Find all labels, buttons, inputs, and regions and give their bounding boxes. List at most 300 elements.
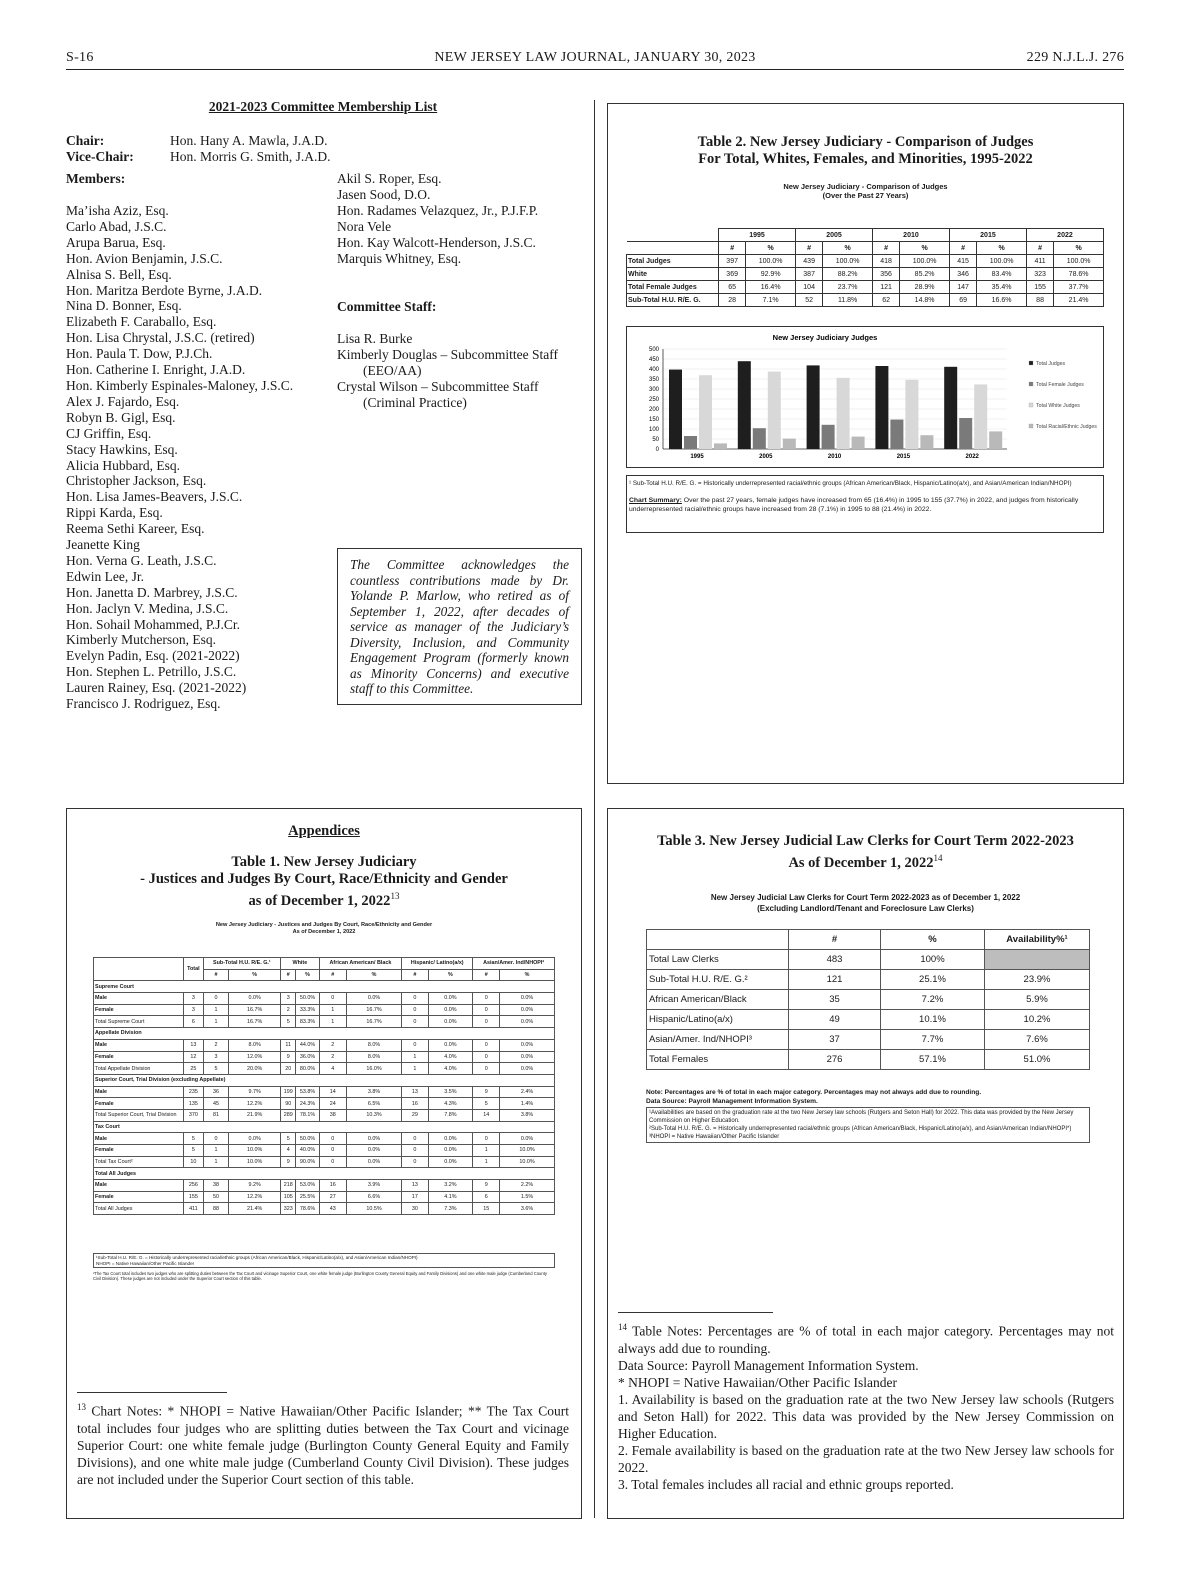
- table-cell: 16.6%: [977, 294, 1027, 307]
- table-cell: 0.0%: [346, 1145, 401, 1157]
- journal-name: NEW JERSEY LAW JOURNAL, JANUARY 30, 2023: [434, 50, 756, 65]
- table-cell: 30: [402, 1203, 428, 1215]
- table-cell: 10.0%: [500, 1156, 555, 1168]
- table-row: [94, 1016, 555, 1028]
- table-cell: 0: [402, 1145, 428, 1157]
- table-cell: 43: [319, 1203, 346, 1215]
- table1-title-line2: - Justices and Judges By Court, Race/Ethnicity and Gender: [140, 871, 508, 887]
- row-label: Male: [94, 993, 184, 1005]
- member-name: Stacy Hawkins, Esq.: [66, 441, 178, 457]
- table3-box-note: ¹Availabilities are based on the graduation rate at the two New Jersey law schools (Rutgers and Seton Hall) for 2022. This data was provided by the New Jersey Commission on Higher Education.: [649, 1110, 1074, 1124]
- table-cell: 0.0%: [428, 1145, 473, 1157]
- year-header: 2022: [1026, 229, 1103, 242]
- table-cell: 16.7%: [229, 1004, 281, 1016]
- vicechair-label: Vice-Chair:: [66, 149, 134, 164]
- column-header: #: [795, 242, 822, 255]
- table-row: [627, 294, 1104, 307]
- table-cell: 0.0%: [500, 1063, 555, 1075]
- table-row: [647, 1010, 1090, 1030]
- table-row: [647, 1030, 1090, 1050]
- table-cell: 199: [281, 1086, 296, 1098]
- member-name: Hon. Lisa Chrystal, J.S.C. (retired): [66, 330, 255, 346]
- column-header: Asian/Amer. Ind/NHOPI²: [473, 958, 555, 970]
- footnote-14: [618, 1319, 1114, 1493]
- column-header: Sub-Total H.U. R/E. G.¹: [203, 958, 280, 970]
- table-cell: 256: [184, 1180, 204, 1192]
- table2: [626, 228, 1104, 307]
- bar-total-female-judges: [753, 428, 766, 449]
- y-tick-label: 400: [648, 367, 659, 373]
- table-cell: 3.8%: [500, 1109, 555, 1121]
- bar-total-white-judges: [905, 380, 918, 449]
- table2-subtitle: New Jersey Judiciary - Comparison of Judges: [783, 182, 948, 191]
- judges-bar-chart: [627, 327, 1103, 467]
- table-row: [94, 1086, 555, 1098]
- footnote-line: Data Source: Payroll Management Information System.: [618, 1357, 919, 1373]
- member-name: Hon. Lisa James-Beavers, J.S.C.: [66, 489, 243, 505]
- table-cell: 78.6%: [296, 1203, 319, 1215]
- table-cell: 44.0%: [296, 1039, 319, 1051]
- table-cell: 3.6%: [500, 1203, 555, 1215]
- member-name: Nora Vele: [337, 218, 392, 234]
- table-row: [94, 1039, 555, 1051]
- page-number: S-16: [66, 50, 94, 65]
- chart-summary: [627, 488, 1103, 514]
- table1-subtitle2: As of December 1, 2022: [292, 928, 356, 935]
- table-cell: 25.5%: [296, 1191, 319, 1203]
- table-cell: 415: [949, 255, 976, 268]
- table-cell: 88.2%: [823, 268, 873, 281]
- table-cell: 4.0%: [428, 1063, 473, 1075]
- table-cell: 16.7%: [346, 1016, 401, 1028]
- table-row: [94, 1156, 555, 1168]
- table-cell: 1: [203, 1016, 228, 1028]
- table-cell: 387: [795, 268, 822, 281]
- chair-name: Hon. Hany A. Mawla, J.A.D.: [170, 133, 328, 148]
- column-header: #: [473, 969, 500, 981]
- row-label: African American/Black: [647, 990, 789, 1010]
- table-cell: 21.4%: [229, 1203, 281, 1215]
- table-cell: 3.5%: [428, 1086, 473, 1098]
- legend-label: Total White Judges: [1036, 403, 1080, 409]
- table-row: [94, 1203, 555, 1215]
- member-name: Jeanette King: [66, 537, 140, 553]
- table-cell: 0: [402, 1004, 428, 1016]
- table-cell: 13: [402, 1086, 428, 1098]
- table-cell: 21.4%: [1054, 294, 1104, 307]
- row-label: White: [627, 268, 719, 281]
- table-cell: 218: [281, 1180, 296, 1192]
- table-cell: 83.4%: [977, 268, 1027, 281]
- table-cell: 2: [281, 1004, 296, 1016]
- table-cell: 0: [473, 1063, 500, 1075]
- table-cell: 3: [184, 993, 204, 1005]
- row-label: Sub-Total H.U. R/E. G.: [627, 294, 719, 307]
- member-name: Alnisa S. Bell, Esq.: [66, 266, 172, 282]
- column-header: #: [872, 242, 899, 255]
- table-cell: 92.9%: [746, 268, 796, 281]
- member-name: Hon. Sohail Mohammed, P.J.Cr.: [66, 616, 241, 632]
- table-cell: 100.0%: [1054, 255, 1104, 268]
- table2-footnote: ¹ Sub-Total H.U. R/E. G. = Historically underrepresented racial/ethnic groups (African American/Black, Hispanic/Latino(a/x), and Asian/American Indian/NHOPI): [629, 480, 1072, 487]
- chart-summary-label: Chart Summary:: [629, 497, 682, 504]
- table-cell: 49: [789, 1010, 881, 1030]
- table2-title-line2: For Total, Whites, Females, and Minorities, 1995-2022: [698, 151, 1033, 167]
- table-cell: 0: [473, 1016, 500, 1028]
- section-row: [94, 1028, 555, 1040]
- table-cell: 4.0%: [428, 1051, 473, 1063]
- table-cell: 0: [473, 993, 500, 1005]
- table-cell: 37.7%: [1054, 281, 1104, 294]
- table-cell: 3: [184, 1004, 204, 1016]
- column-header: Total: [184, 958, 204, 981]
- table-cell: 16: [402, 1098, 428, 1110]
- table-cell: 2.4%: [500, 1086, 555, 1098]
- row-label: Female: [94, 1191, 184, 1203]
- column-header: Availability%¹: [985, 930, 1090, 950]
- table-cell: 3.8%: [346, 1086, 401, 1098]
- table1-header-row: [94, 958, 555, 970]
- appendices-heading: Appendices: [288, 823, 360, 839]
- table-cell: 356: [872, 268, 899, 281]
- bar-total-racial-ethnic-judges: [920, 435, 933, 449]
- table-cell: 411: [1026, 255, 1053, 268]
- section-label: Tax Court: [94, 1121, 555, 1133]
- table-cell: 7.1%: [746, 294, 796, 307]
- table-cell: 7.7%: [881, 1030, 985, 1050]
- table3-box-note: ³NHOPI = Native Hawaiian/Other Pacific Islander: [649, 1134, 780, 1140]
- table1-note: NHOPI = Native Hawaiian/Other Pacific Islander: [96, 1260, 195, 1266]
- table-cell: 0: [402, 1039, 428, 1051]
- staff-item: Crystal Wilson – Subcommittee Staff: [337, 379, 539, 394]
- footnote-number: 13: [77, 1402, 86, 1412]
- legend-label: Total Judges: [1036, 361, 1066, 367]
- chart-summary-text: Over the past 27 years, female judges have increased from 65 (16.4%) in 1995 to 155 (37.7%) in 2022, and judges from historically underrepresented racial/ethnic groups have increased from 28 (7.1%) in 1995 to 88 (21.4%) in 2022.: [629, 497, 1079, 513]
- table-cell: 3: [281, 993, 296, 1005]
- row-label: Total All Judges: [94, 1203, 184, 1215]
- table-cell: 24.3%: [296, 1098, 319, 1110]
- table-cell: 8.0%: [346, 1051, 401, 1063]
- table-cell: 35.4%: [977, 281, 1027, 294]
- column-header: %: [500, 969, 555, 981]
- table-cell: 0: [473, 1004, 500, 1016]
- column-header: #: [789, 930, 881, 950]
- table1-subtitle: New Jersey Judiciary - Justices and Judges By Court, Race/Ethnicity and Gender: [215, 921, 433, 928]
- member-name: Robyn B. Gigl, Esq.: [66, 409, 176, 425]
- table-cell: 439: [795, 255, 822, 268]
- table-cell: 0.0%: [229, 1133, 281, 1145]
- footnote-text: Table Notes: Percentages are % of total in each major category. Percentages may not always add due to rounding.: [618, 1323, 1114, 1356]
- bar-total-white-judges: [974, 384, 987, 449]
- year-header: 2005: [795, 229, 872, 242]
- table-cell: 5: [281, 1133, 296, 1145]
- section-row: [94, 1121, 555, 1133]
- table-cell: [627, 242, 719, 255]
- table-cell: 90: [281, 1098, 296, 1110]
- member-name: Lauren Rainey, Esq. (2021-2022): [66, 680, 247, 696]
- table3: [646, 929, 1090, 1070]
- table1-title-date: as of December 1, 2022: [248, 892, 391, 909]
- table3-title-date: As of December 1, 2022: [788, 854, 934, 871]
- table-cell: 45: [203, 1098, 228, 1110]
- table-cell: 11: [281, 1039, 296, 1051]
- row-label: Female: [94, 1145, 184, 1157]
- footnote-rule: [77, 1392, 227, 1393]
- member-name: Alicia Hubbard, Esq.: [66, 457, 180, 473]
- column-header: #: [281, 969, 296, 981]
- bar-total-judges: [807, 365, 820, 449]
- table-cell: 0: [473, 1133, 500, 1145]
- chart-title: New Jersey Judiciary Judges: [772, 333, 878, 342]
- table-row: [94, 993, 555, 1005]
- table-cell: 24: [319, 1098, 346, 1110]
- bar-total-female-judges: [684, 436, 697, 449]
- column-header: %: [746, 242, 796, 255]
- member-name: Elizabeth F. Caraballo, Esq.: [66, 314, 217, 330]
- column-header: %: [977, 242, 1027, 255]
- row-label: Male: [94, 1133, 184, 1145]
- staff-item: Lisa R. Burke: [337, 331, 413, 346]
- table-cell: 5: [184, 1133, 204, 1145]
- table-cell: 1: [319, 1004, 346, 1016]
- table-cell: 35: [789, 990, 881, 1010]
- table-cell: 78.1%: [296, 1109, 319, 1121]
- legend-swatch: [1029, 382, 1033, 386]
- table-cell: 4.1%: [428, 1191, 473, 1203]
- table-cell: 3: [203, 1051, 228, 1063]
- table-cell: 15: [473, 1203, 500, 1215]
- member-name: Jasen Sood, D.O.: [337, 186, 431, 202]
- table-cell: 147: [949, 281, 976, 294]
- member-name: Francisco J. Rodriguez, Esq.: [66, 696, 221, 712]
- column-header: #: [719, 242, 746, 255]
- member-name: Marquis Whitney, Esq.: [337, 250, 462, 266]
- table-cell: 5: [473, 1098, 500, 1110]
- bar-total-racial-ethnic-judges: [783, 439, 796, 449]
- column-header: %: [900, 242, 950, 255]
- table-cell: 121: [872, 281, 899, 294]
- member-name: Hon. Maritza Berdote Byrne, J.A.D.: [66, 282, 263, 298]
- chart-frame: [626, 326, 1104, 468]
- table-cell: 4: [281, 1145, 296, 1157]
- table-cell: 100%: [881, 950, 985, 970]
- appendices-box: [66, 808, 582, 1519]
- column-header: %: [1054, 242, 1104, 255]
- table-cell: 100.0%: [746, 255, 796, 268]
- table-cell: 0.0%: [500, 1133, 555, 1145]
- table-cell: 0.0%: [500, 1004, 555, 1016]
- table-cell: 135: [184, 1098, 204, 1110]
- member-name: Hon. Kay Walcott-Henderson, J.S.C.: [337, 234, 536, 250]
- staff-item: Kimberly Douglas – Subcommittee Staff: [337, 347, 558, 362]
- page-header: [66, 48, 1124, 70]
- acknowledgement-box: The Committee acknowledges the countless contributions made by Dr. Yolande P. Marlow, who retired as of September 1, 2022, after decades of service as manager of the Judiciary’s Diversity, Inclusion, and Community Engagement Program (formerly known as Minority Concerns) and executive staff to this Committee.: [337, 548, 582, 705]
- table3-subtitle: New Jersey Judicial Law Clerks for Court Term 2022-2023 as of December 1, 2022: [710, 892, 1021, 902]
- staff-label: Committee Staff:: [337, 299, 437, 314]
- table-cell: 16: [319, 1180, 346, 1192]
- footnote-line: [618, 1319, 1114, 1357]
- table3-header-row: [647, 930, 1090, 950]
- table-row: [94, 1145, 555, 1157]
- y-tick-label: 300: [648, 387, 659, 393]
- table-cell: 104: [795, 281, 822, 294]
- table-cell: 65: [719, 281, 746, 294]
- footnote-line: 2. Female availability is based on the graduation rate at the two New Jersey law schools for 2022.: [618, 1442, 1114, 1475]
- table-cell: 16.7%: [346, 1004, 401, 1016]
- table-cell: 9: [473, 1180, 500, 1192]
- table-cell: 0.0%: [428, 1004, 473, 1016]
- year-header: 2010: [872, 229, 949, 242]
- member-name: Christopher Jackson, Esq.: [66, 473, 207, 489]
- bar-total-white-judges: [837, 378, 850, 449]
- table-row: [94, 1063, 555, 1075]
- table-cell: 1.5%: [500, 1191, 555, 1203]
- table-cell: 8.0%: [229, 1039, 281, 1051]
- table-cell: 0: [402, 1016, 428, 1028]
- table-cell: 53.0%: [296, 1180, 319, 1192]
- member-name: Hon. Kimberly Espinales-Maloney, J.S.C.: [66, 377, 294, 393]
- table-cell: 16.4%: [746, 281, 796, 294]
- legend-swatch: [1029, 361, 1033, 365]
- column-header: African American/ Black: [319, 958, 402, 970]
- legend-swatch: [1029, 424, 1033, 428]
- table-cell: 25: [184, 1063, 204, 1075]
- table-cell: 1: [473, 1156, 500, 1168]
- table-cell: 23.7%: [823, 281, 873, 294]
- column-header: %: [428, 969, 473, 981]
- bar-total-female-judges: [822, 425, 835, 449]
- table-cell: 2: [319, 1051, 346, 1063]
- member-name: Hon. Radames Velazquez, Jr., P.J.F.P.: [337, 202, 539, 218]
- bar-total-judges: [669, 370, 682, 449]
- bar-total-white-judges: [768, 372, 781, 449]
- table-row: [94, 1191, 555, 1203]
- staff-item: (Criminal Practice): [363, 395, 467, 410]
- member-name: Hon. Janetta D. Marbrey, J.S.C.: [66, 584, 238, 600]
- row-label: Total Tax Court²: [94, 1156, 184, 1168]
- table-cell: 13: [184, 1039, 204, 1051]
- y-tick-label: 50: [652, 437, 659, 443]
- table3-subtitle2: (Excluding Landlord/Tenant and Foreclosure Law Clerks): [757, 903, 974, 913]
- table-cell: 0.0%: [428, 1133, 473, 1145]
- member-name: Arupa Barua, Esq.: [66, 234, 166, 250]
- table-cell: 38: [319, 1109, 346, 1121]
- table-cell: 14.8%: [900, 294, 950, 307]
- x-tick-label: 2010: [827, 454, 842, 460]
- table-row: [94, 1051, 555, 1063]
- table2-year-row: [627, 229, 1104, 242]
- table-cell: 12.2%: [229, 1098, 281, 1110]
- table-cell: 33.3%: [296, 1004, 319, 1016]
- table-cell: 1: [402, 1051, 428, 1063]
- table-cell: 28.9%: [900, 281, 950, 294]
- table-cell: 57.1%: [881, 1050, 985, 1070]
- table-cell: 16.7%: [229, 1016, 281, 1028]
- table-row: [94, 1109, 555, 1121]
- section-label: Supreme Court: [94, 981, 555, 993]
- footnote-ref: 13: [390, 891, 400, 901]
- table-cell: 21.9%: [229, 1109, 281, 1121]
- table-cell: 10.5%: [346, 1203, 401, 1215]
- table-cell: 83.3%: [296, 1016, 319, 1028]
- citation: 229 N.J.L.J. 276: [1026, 50, 1124, 65]
- column-header: #: [203, 969, 228, 981]
- table-cell: 14: [473, 1109, 500, 1121]
- table-cell: 10.0%: [229, 1156, 281, 1168]
- member-name: Hon. Stephen L. Petrillo, J.S.C.: [66, 664, 237, 680]
- table-cell: 36: [203, 1086, 228, 1098]
- table2-title-line1: Table 2. New Jersey Judiciary - Comparison of Judges: [697, 134, 1034, 150]
- bar-total-judges: [738, 361, 751, 449]
- table-cell: 1: [203, 1145, 228, 1157]
- table-cell: 0: [402, 1156, 428, 1168]
- column-header: Hispanic/ Latino(a/x): [402, 958, 473, 970]
- table1-note: ¹Sub-Total H.U. R/E. G. = Historically underrepresented racial/ethnic groups (African American/Black, Hispanic/Latino(a/x), and Asian/American Indian/NHOPI): [96, 1255, 418, 1260]
- table-cell: 6.6%: [346, 1191, 401, 1203]
- bar-total-white-judges: [699, 375, 712, 449]
- table-cell: 418: [872, 255, 899, 268]
- table-cell: [647, 930, 789, 950]
- table-cell: 23.9%: [985, 970, 1090, 990]
- year-header: 2015: [949, 229, 1026, 242]
- table-cell: 0.0%: [500, 1039, 555, 1051]
- table-cell: 289: [281, 1109, 296, 1121]
- table-cell: 100.0%: [977, 255, 1027, 268]
- table-cell: 100.0%: [823, 255, 873, 268]
- table-cell: 13: [402, 1180, 428, 1192]
- table-row: [627, 255, 1104, 268]
- column-header: %: [346, 969, 401, 981]
- table-cell: [627, 229, 719, 242]
- table-cell: 155: [184, 1191, 204, 1203]
- table-cell: 81: [203, 1109, 228, 1121]
- section-label: Appellate Division: [94, 1028, 555, 1040]
- table-cell: 9: [281, 1051, 296, 1063]
- table-cell: 0: [402, 993, 428, 1005]
- year-header: 1995: [719, 229, 796, 242]
- table-cell: 155: [1026, 281, 1053, 294]
- table-cell: 5: [281, 1016, 296, 1028]
- row-label: Total Law Clerks: [647, 950, 789, 970]
- table-cell: 6.5%: [346, 1098, 401, 1110]
- table-cell: 10.0%: [500, 1145, 555, 1157]
- table3-box: [607, 808, 1124, 1519]
- table-row: [94, 1133, 555, 1145]
- table-cell: 0: [402, 1133, 428, 1145]
- member-name: Hon. Catherine I. Enright, J.A.D.: [66, 362, 246, 378]
- section-row: [94, 1074, 555, 1086]
- member-name: Hon. Paula T. Dow, P.J.Ch.: [66, 346, 213, 362]
- table-cell: 411: [184, 1203, 204, 1215]
- table-row: [647, 950, 1090, 970]
- table-cell: 100.0%: [900, 255, 950, 268]
- table1-title-line1: Table 1. New Jersey Judiciary: [231, 854, 417, 870]
- y-tick-label: 450: [648, 357, 659, 363]
- table-cell: 346: [949, 268, 976, 281]
- table-cell: 9: [281, 1156, 296, 1168]
- table-cell: 0.0%: [428, 1156, 473, 1168]
- table-cell: 28: [719, 294, 746, 307]
- table-cell: 20.0%: [229, 1063, 281, 1075]
- table-cell: 37: [789, 1030, 881, 1050]
- table-cell: 7.8%: [428, 1109, 473, 1121]
- vicechair-name: Hon. Morris G. Smith, J.A.D.: [170, 149, 331, 164]
- table-cell: 8.0%: [346, 1039, 401, 1051]
- member-name: Hon. Jaclyn V. Medina, J.S.C.: [66, 600, 229, 616]
- member-name: Reema Sethi Kareer, Esq.: [66, 521, 205, 537]
- member-name: Hon. Avion Benjamin, J.S.C.: [66, 250, 223, 266]
- table-cell: 105: [281, 1191, 296, 1203]
